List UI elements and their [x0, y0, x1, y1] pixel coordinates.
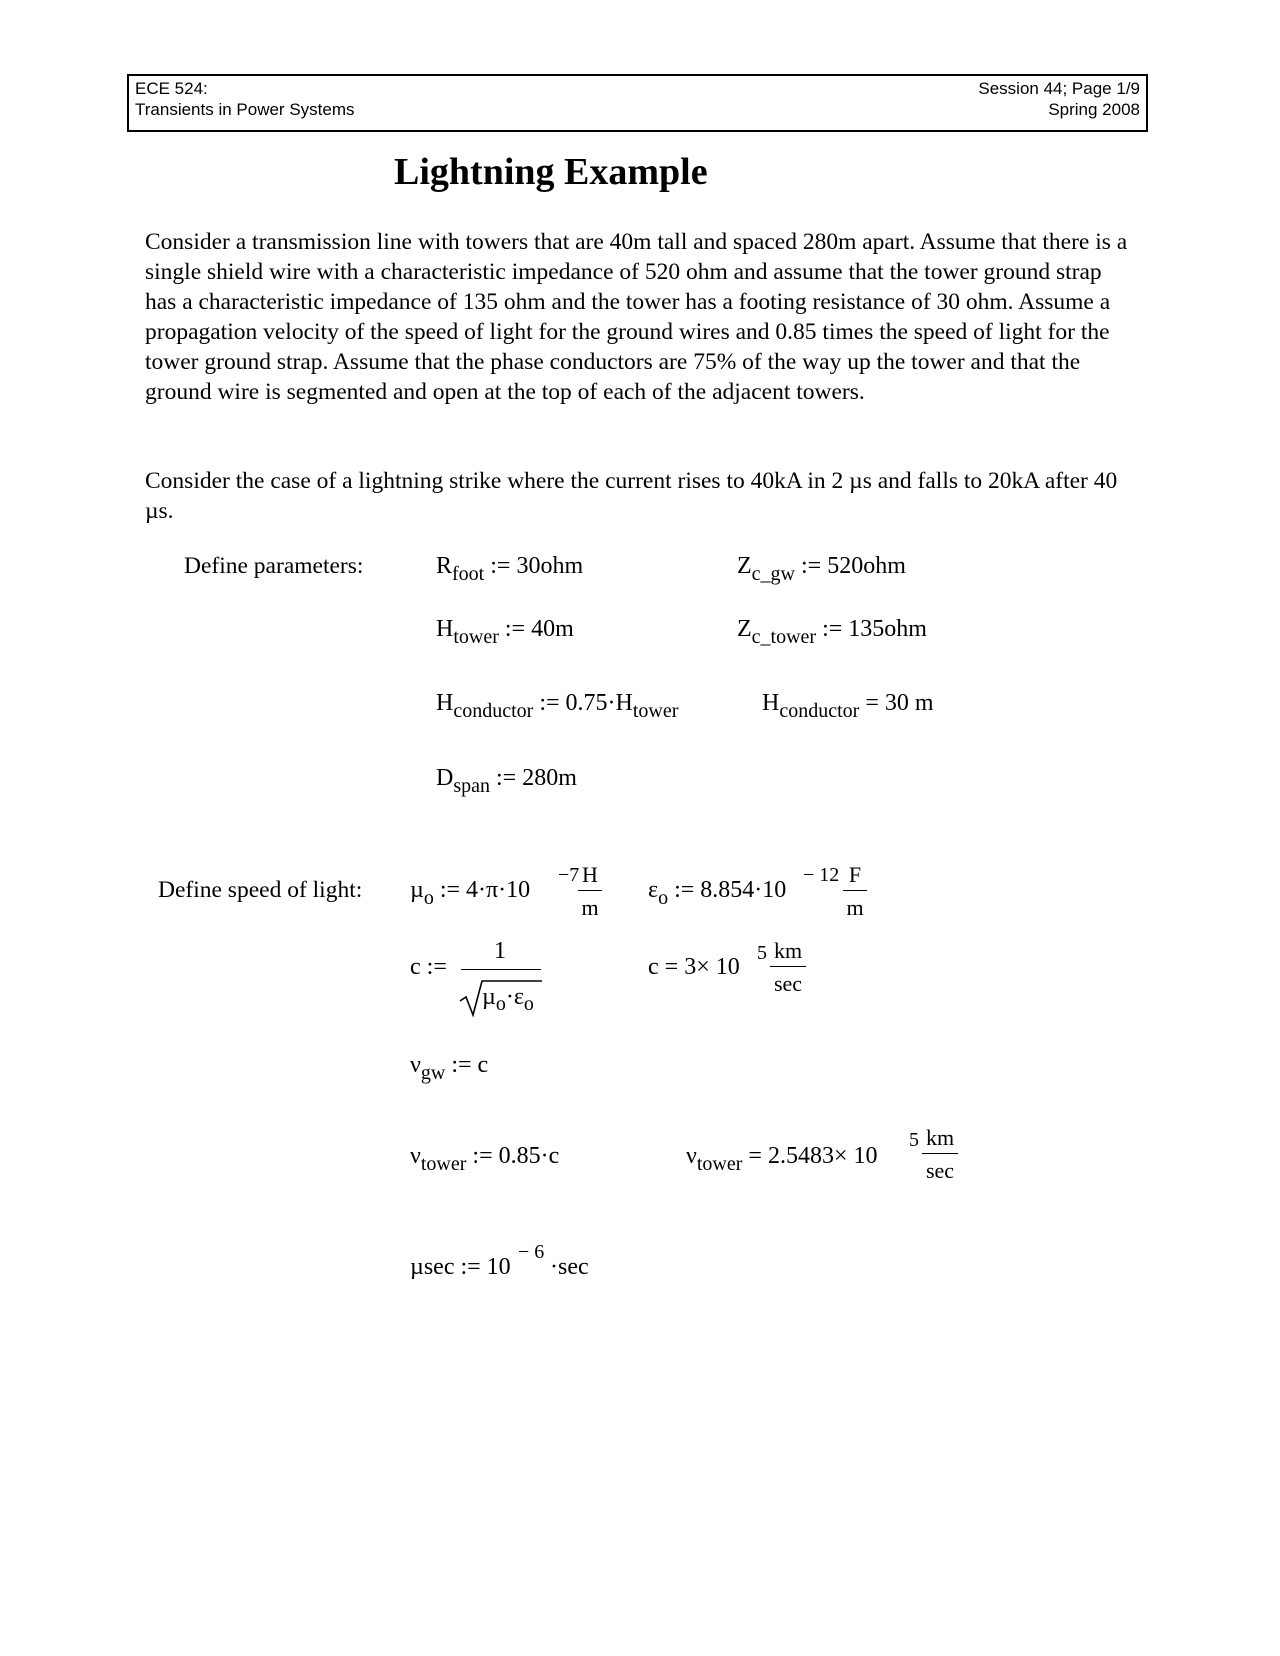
page-header	[127, 74, 1148, 132]
c-numerator: 1	[494, 938, 506, 964]
fraction-bar	[922, 1153, 958, 1154]
eps0-unit-num: F	[848, 862, 862, 887]
eps0-exponent: − 12	[803, 864, 840, 886]
v-tower-unit-num: km	[925, 1125, 955, 1150]
fraction-bar	[578, 890, 602, 891]
mu0-exponent: −7	[558, 864, 580, 886]
fraction-bar	[770, 966, 806, 967]
eq-rfoot: $R_{foot}$ := 30ohm	[436, 553, 584, 585]
header-right	[978, 78, 1140, 120]
usec-tail: ·sec	[550, 1254, 589, 1280]
eq-hconductor-def: $H_{conductor}$ := $0.75\cdot H_{tower}$	[436, 690, 679, 722]
eq-zc-tower: $Z_{c\_tower}$ := 135ohm	[737, 616, 927, 648]
eq-c-lhs: c :=	[410, 954, 447, 980]
eq-v-tower-def: $\nu_{tower}$ := 0.85·c	[410, 1143, 560, 1175]
mu0-unit-num: H	[582, 862, 598, 887]
define-speed-label: Define speed of light:	[158, 877, 363, 903]
v-tower-exponent: 5	[909, 1129, 919, 1151]
eq-hconductor-result: $H_{conductor} = 30$ m	[762, 690, 934, 722]
eq-usec: µsec := 10	[410, 1254, 511, 1280]
eq-eps0: $\varepsilon_o$ := 8.854·10	[648, 877, 787, 909]
page-title: Lightning Example	[394, 151, 708, 193]
eq-v-gw: $\nu_{gw}$ := c	[410, 1052, 489, 1084]
course-subject: Transients in Power Systems	[135, 100, 355, 119]
strike-paragraph: Consider the case of a lightning strike where the current rises to 40kA in 2 µs and falls to 20kA after 40 µs.	[145, 468, 1118, 524]
mu0-unit-fraction	[578, 864, 602, 919]
session-page: Session 44; Page 1/9	[978, 79, 1140, 98]
c-result-exponent: 5	[757, 942, 767, 964]
v-tower-unit-den: sec	[925, 1158, 955, 1183]
eps0-unit-fraction	[843, 864, 867, 919]
fraction-bar	[843, 890, 867, 891]
c-unit-num: km	[773, 938, 803, 963]
eq-mu0: µ$_o$ := 4·π·10	[410, 877, 531, 909]
eq-dspan: $D_{span}$ := 280m	[436, 765, 577, 797]
header-left	[135, 78, 355, 120]
c-unit-den: sec	[773, 971, 803, 996]
c-denominator: $\mu_o\cdot\varepsilon_o$	[482, 984, 534, 1015]
define-parameters-label: Define parameters:	[184, 553, 364, 579]
eq-zc-gw: $Z_{c\_gw}$ := 520ohm	[737, 553, 906, 585]
problem-paragraph: Consider a transmission line with towers that are 40m tall and spaced 280m apart. Assume that there is a single shield wire with a characteristic impedance of 520 ohm and assume that the tower ground strap has a characteristic impedance of 135 ohm and the tower has a footing resistance of 30 ohm. Assume a propagation velocity of the speed of light for the ground wires and 0.85 times the speed of light for the tower ground strap. Assume that the phase conductors are 75% of the way up the tower and that the ground wire is segmented and open at the top of each of the adjacent towers.	[145, 229, 1128, 405]
c-result-unit	[770, 940, 806, 995]
v-tower-unit	[922, 1127, 958, 1182]
eq-v-tower-result: $\nu_{tower} = 2.5483\times 10$	[686, 1143, 878, 1175]
eps0-unit-den: m	[846, 895, 864, 920]
eq-c-result: c = 3× 10	[648, 954, 740, 980]
term: Spring 2008	[1048, 100, 1140, 119]
course-code: ECE 524:	[135, 79, 208, 98]
usec-exponent: − 6	[518, 1241, 545, 1263]
eq-htower: $H_{tower}$ := 40m	[436, 616, 574, 648]
c-fraction-bar	[461, 969, 541, 970]
mu0-unit-den: m	[581, 895, 599, 920]
